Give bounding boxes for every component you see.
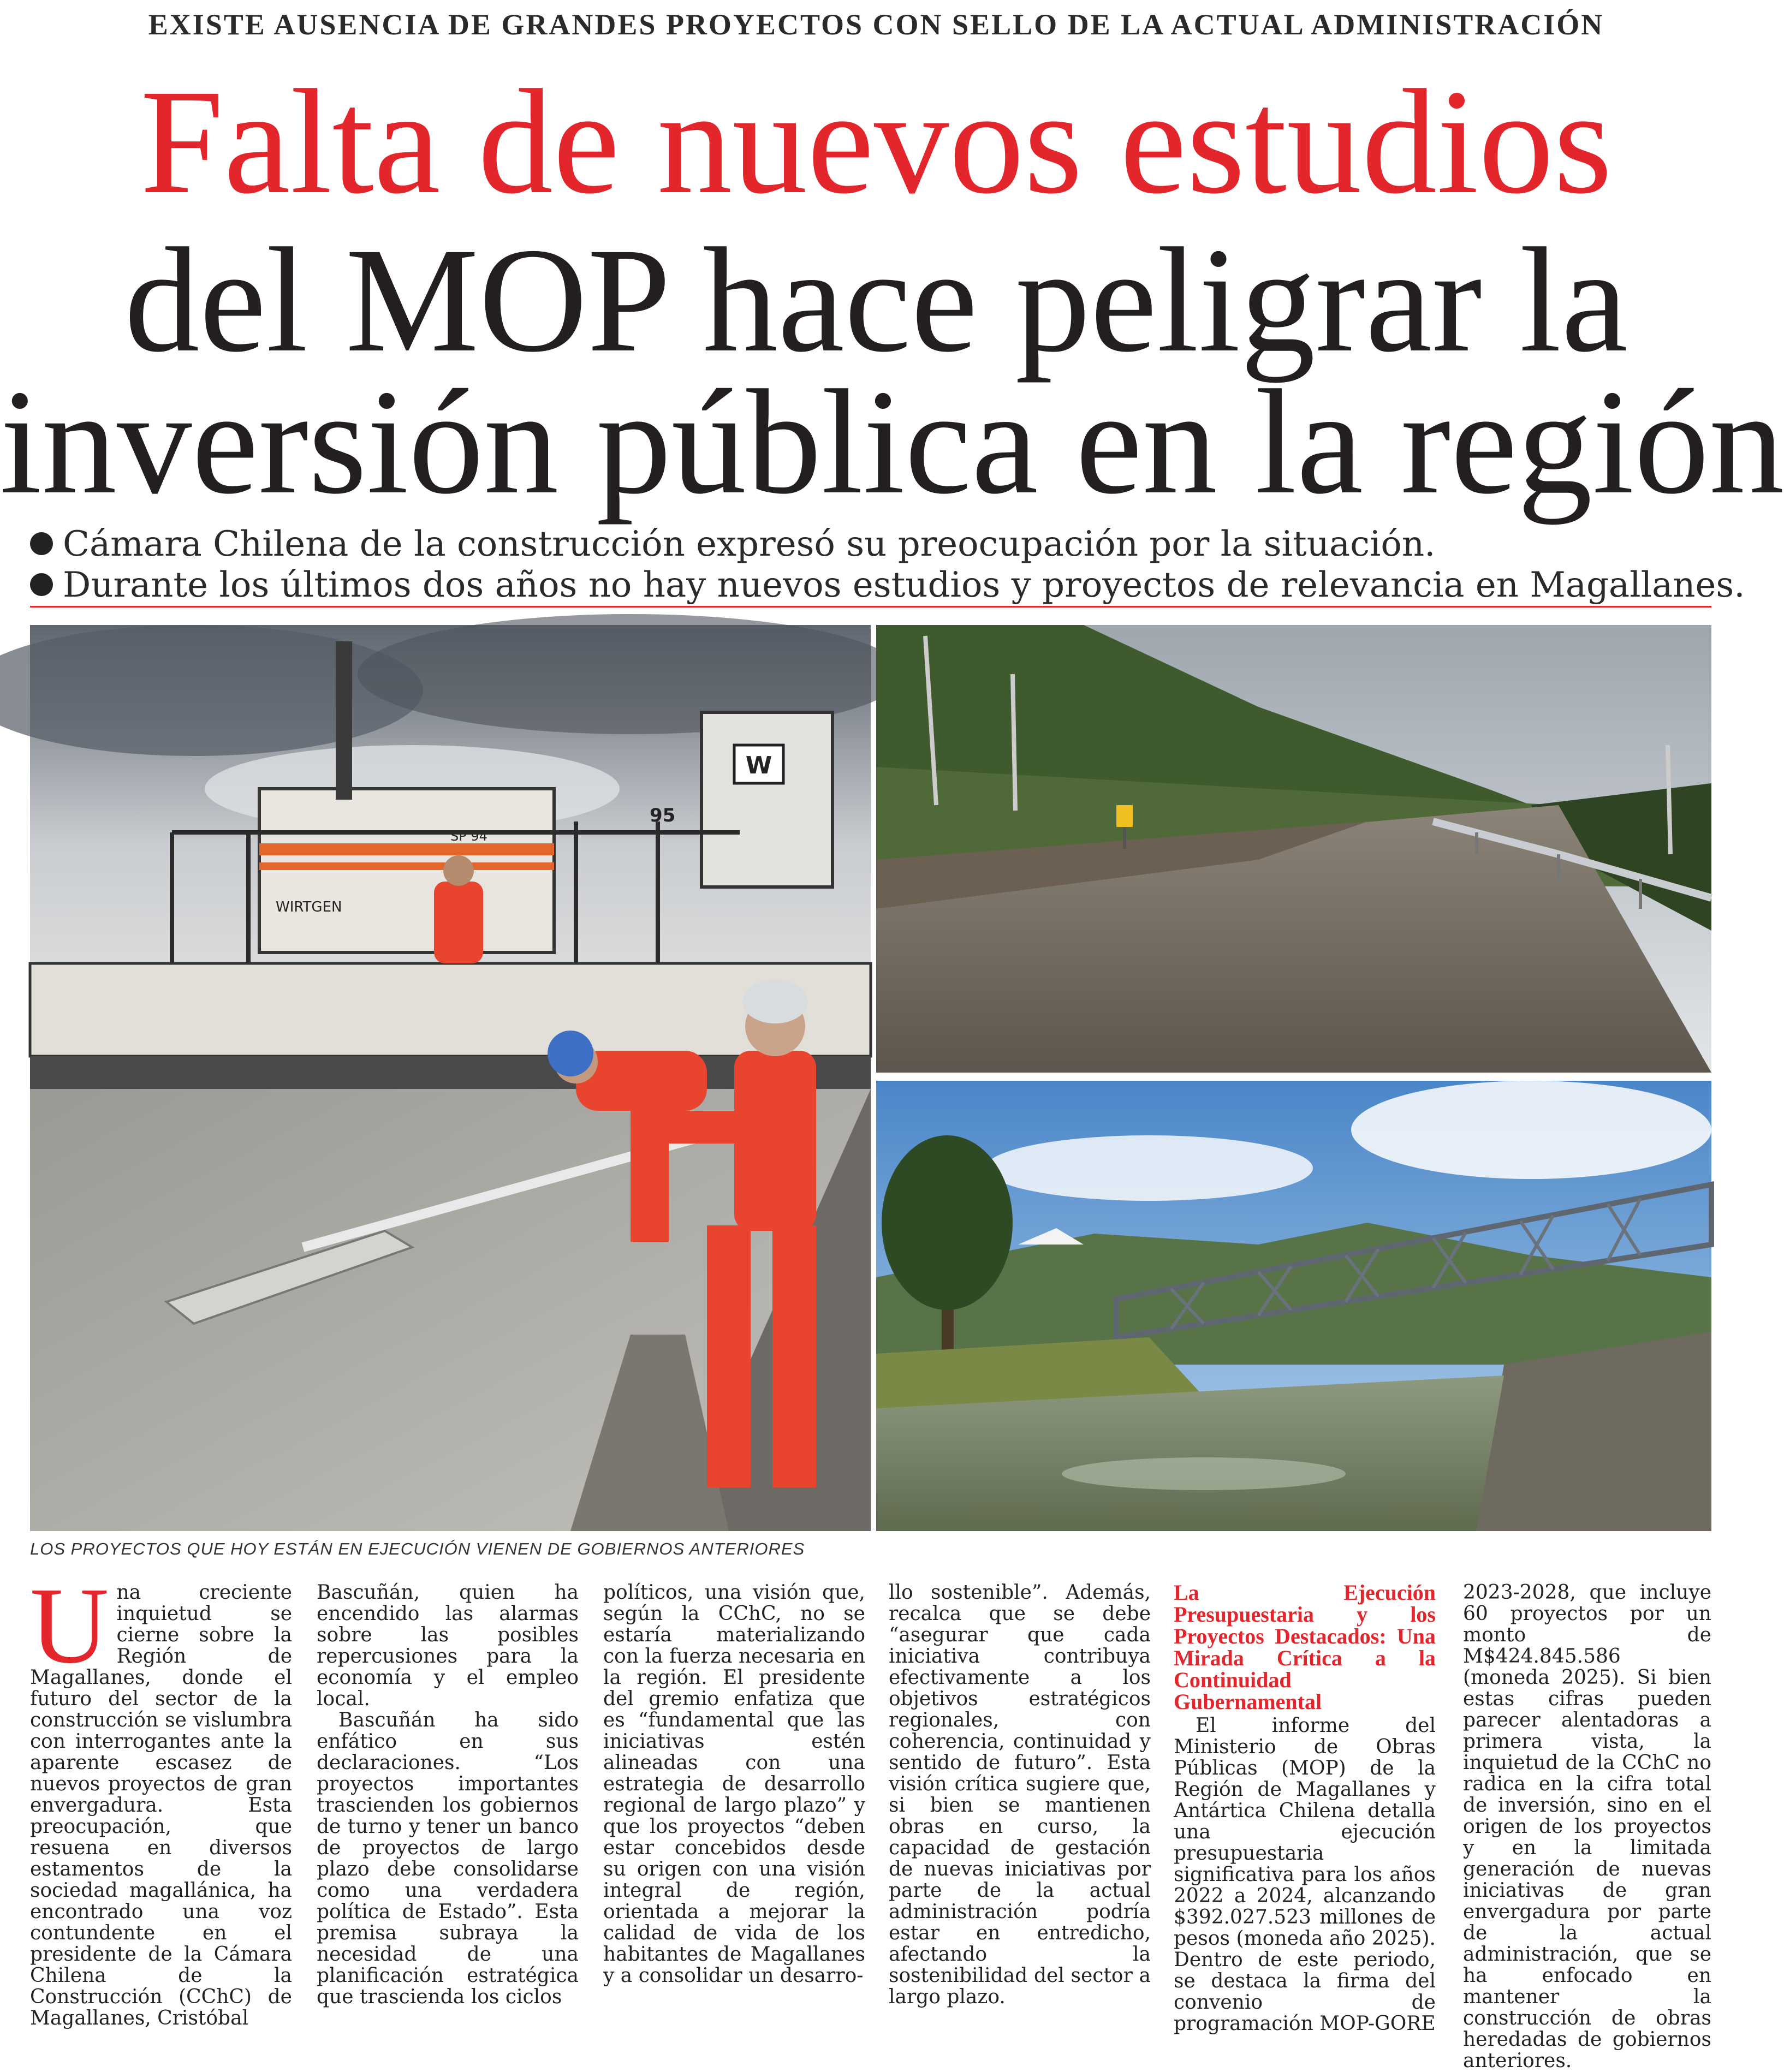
kicker: EXISTE AUSENCIA DE GRANDES PROYECTOS CON SELLO DE LA ACTUAL ADMINISTRACIÓN: [148, 8, 1604, 41]
deck-bullet-2-text: Durante los últimos dos años no hay nuevos estudios y proyectos de relevancia en Magallanes.: [63, 565, 1745, 605]
article-col3-text: políticos, una visión que, según la CChC, no se estaría materializando con la fuerza necesaria en la región. El presidente del gremio enfatiza que es “fundamental que las iniciativas estén alineadas con una estrategia de desarrollo regional de largo plazo” y que los proyectos “deben estar concebidos desde su origen con una visión integral de región, orientada a mejorar la calidad de vida de los habitantes de Magallanes y a consolidar un desarro-: [603, 1581, 865, 1987]
machine-model: SP 94: [450, 829, 487, 844]
article-column-1: [30, 1565, 292, 2029]
photo-caption: LOS PROYECTOS QUE HOY ESTÁN EN EJECUCIÓN VIENEN DE GOBIERNOS ANTERIORES: [30, 1539, 805, 1558]
headline-line-3: inversión pública en la región: [0, 359, 1784, 525]
machine-number: 95: [650, 805, 676, 826]
headline-line-2: del MOP hace peligrar la: [124, 217, 1628, 383]
article-subhead: La Ejecución Presupuestaria y los Proyectos Destacados: Una Mirada Crítica a la Continuidad Gubernamental: [1174, 1580, 1436, 1714]
article-col2-para-2: Bascuñán ha sido enfático en sus declaraciones. “Los proyectos importantes trascienden los gobiernos de turno y tener un banco de proyectos de largo plazo debe consolidarse como una verdadera política de Estado”. Esta premisa subraya la necesidad de una planificación estratégica que trascienda los ciclos: [317, 1709, 579, 2008]
article-column-2: [317, 1581, 579, 2008]
deck-bullet-2: [30, 565, 1745, 605]
article-col5-text: El informe del Ministerio de Obras Públicas (MOP) de la Región de Magallanes y Antártica Chilena detalla una ejecución presupuestaria significativa para los años 2022 a 2024, alcanzando $392.027.523 millones de pesos (moneda año 2025). Dentro de este periodo, se destaca la firma del convenio de programación MOP-GORE: [1174, 1714, 1436, 2035]
article-col4-text: llo sostenible”. Además, recalca que se debe “asegurar que cada iniciativa contribuya efectivamente a los objetivos estratégicos regionales, con coherencia, continuidad y sentido de futuro”. Esta visión crítica sugiere que, si bien se mantienen obras en curso, la capacidad de gestación de nuevas iniciativas por parte de la actual administración podría estar en entredicho, afectando la sostenibilidad del sector a largo plazo.: [889, 1581, 1151, 2008]
article-column-4: [889, 1581, 1151, 2008]
deck-bullet-1: [30, 524, 1435, 564]
photo-paving-crew: [30, 625, 871, 1531]
photo-gravel-road: [876, 625, 1711, 1073]
svg-text:W: W: [745, 752, 772, 779]
headline-line-1: Falta de nuevos estudios: [140, 59, 1613, 225]
article-column-6: [1463, 1581, 1711, 2072]
deck-bullet-1-text: Cámara Chilena de la construcción expresó su preocupación por la situación.: [63, 524, 1436, 564]
article-column-3: [603, 1582, 865, 1986]
article-column-5: [1174, 1580, 1436, 2035]
bullet-dot-icon: [30, 573, 53, 596]
bullet-dot-icon: [30, 532, 53, 555]
machine-brand: WIRTGEN: [276, 899, 342, 915]
article-col2-para-1: Bascuñán, quien ha encendido las alarmas sobre las posibles repercusiones para la economía y el empleo local.: [317, 1581, 579, 1710]
article-col1-text: na creciente inquietud se cierne sobre la Región de Magallanes, donde el futuro del sector de la construcción se vislumbra con interrogantes ante la aparente escasez de nuevos proyectos de gran envergadura. Esta preocupación, que resuena en diversos estamentos de la sociedad magallánica, ha encontrado una voz contundente en el presidente de la Cámara Chilena de la Construcción (CChC) de Magallanes, Cristóbal: [30, 1581, 292, 2029]
article-col6-text: 2023-2028, que incluye 60 proyectos por un monto de M$424.845.586 (moneda 2025). Si bien estas cifras pueden parecer alentadoras a primera vista, la inquietud de la CChC no radica en la cifra total de inversión, sino en el origen de los proyectos y en la limitada generación de nuevas iniciativas de gran envergadura por parte de la actual administración, que se ha enfocado en mantener la construcción de obras heredadas de gobiernos anteriores.: [1463, 1581, 1711, 2072]
deck-divider: [30, 606, 1711, 608]
drop-cap: U: [30, 1565, 109, 1686]
photo-bridge-river: [876, 1081, 1711, 1531]
